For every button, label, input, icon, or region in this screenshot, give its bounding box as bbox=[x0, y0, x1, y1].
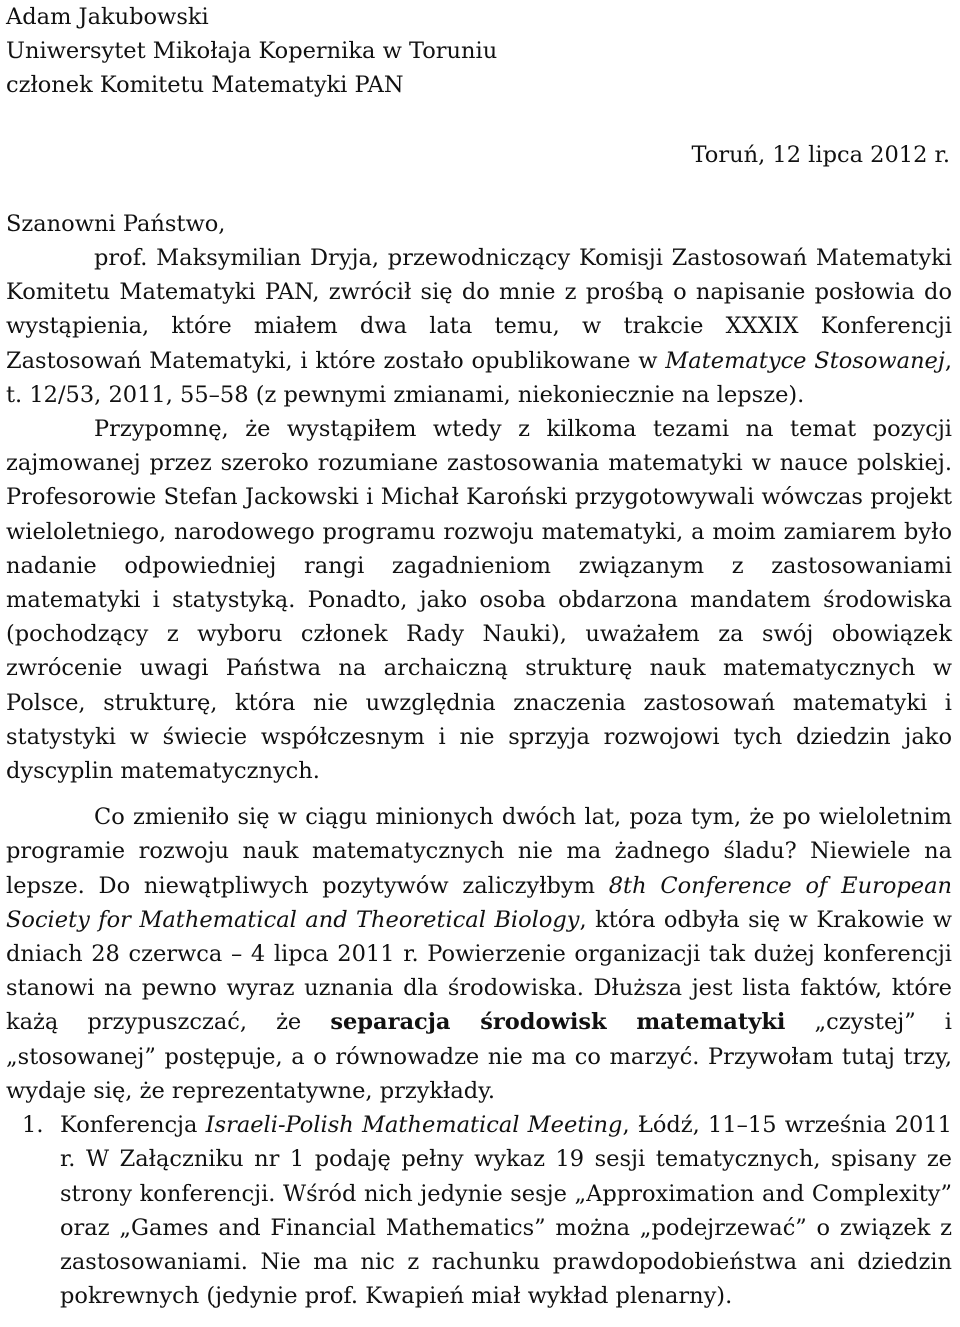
letter-date: Toruń, 12 lipca 2012 r. bbox=[691, 141, 950, 168]
paragraph-1 bbox=[6, 241, 952, 412]
paragraph-3-text-a: Co zmieniło się w ciągu minionych dwóch lat, poza tym, że po wieloletnim programie rozwoju nauk matematycznych nie ma żadnego śladu? Niewiele na lepsze. Do niewątpliwych pozytywów zaliczyłbym bbox=[6, 804, 952, 899]
paragraph-3-text-e: „czystej” i „stosowanej” postępuje, a o równowadze nie ma co marzyć. Przywołam tutaj trzy, wydaje się, że reprezentatywne, przykłady. bbox=[6, 1009, 952, 1104]
paragraph-3-conference-title: 8th Conference of European Society for Mathematical and Theoretical Biology bbox=[6, 872, 952, 933]
paragraph-2: Przypomnę, że wystąpiłem wtedy z kilkoma tezami na temat pozycji zajmowanej przez szeroko rozumiane zastosowania matematyki w nauce polskiej. Profesorowie Stefan Jackowski i Michał Karoński przygotowywali wówczas projekt wieloletniego, narodowego programu rozwoju matematyki, a moim zamiarem było nadanie odpowiedniej rangi zagadnieniom związanym z zastosowaniami matematyki i statystyką. Ponadto, jako osoba obdarzona mandatem środowiska (pochodzący z wyboru członek Rady Nauki), uważałem za swój obowiązek zwrócenie uwagi Państwa na archaiczną strukturę nauk matematycznych w Polsce, strukturę, która nie uwzględnia znaczenia zastosowań matematyki i statystyki w świecie współczesnym i nie sprzyja rozwojowi tych dziedzin jako dyscyplin matematycznych. bbox=[6, 416, 952, 785]
sender-role: członek Komitetu Matematyki PAN bbox=[6, 72, 404, 99]
examples-list bbox=[6, 1108, 952, 1313]
paragraph-1-journal-title: Matematyce Stosowanej bbox=[665, 347, 945, 374]
sender-block bbox=[6, 0, 952, 103]
list-item bbox=[6, 1108, 952, 1313]
paragraph-3 bbox=[6, 800, 952, 1108]
paragraph-1-text-a: prof. Maksymilian Dryja, przewodniczący Komisji Zastosowań Matematyki Komitetu Matematyki PAN, zwrócił się do mnie z prośbą o napisanie posłowia do wystąpienia, które miałem dwa lata temu, w trakcie XXXIX Konferencji Zastosowań Matematyki, i które zostało opublikowane w bbox=[6, 245, 952, 374]
letter-page bbox=[6, 0, 952, 1313]
sender-affiliation: Uniwersytet Mikołaja Kopernika w Toruniu bbox=[6, 38, 498, 65]
sender-name: Adam Jakubowski bbox=[6, 4, 209, 30]
list-item-text-a: Konferencja bbox=[60, 1112, 206, 1139]
list-item-meeting-title: Israeli-Polish Mathematical Meeting bbox=[205, 1112, 623, 1139]
list-item-number: 1. bbox=[22, 1112, 44, 1139]
paragraph-1-text-c: , t. 12/53, 2011, 55–58 (z pewnymi zmianami, niekoniecznie na lepsze). bbox=[6, 347, 953, 408]
list-item-text-c: , Łódź, 11–15 września 2011 r. W Załączniku nr 1 podaję pełny wykaz 19 sesji tematycznych, spisany ze strony konferencji. Wśród nich jedynie sesje „Approximation and Complexity” oraz „Games and Financial Mathematics” można „podejrzewać” o związek z zastosowaniami. Nie ma nic z rachunku prawdopodobieństwa ani dziedzin pokrewnych (jedynie prof. Kwapień miał wykład plenarny). bbox=[60, 1112, 952, 1310]
salutation: Szanowni Państwo, bbox=[6, 210, 226, 237]
paragraph-3-emphasis: separacja środowisk matematyki bbox=[330, 1009, 786, 1036]
paragraph-3-text-c: , która odbyła się w Krakowie w dniach 28 czerwca – 4 lipca 2011 r. Powierzenie organizacji tak dużej konferencji stanowi na pewno wyraz uznania dla środowiska. Dłuższa jest lista faktów, które każą przypuszczać, że bbox=[6, 906, 952, 1036]
